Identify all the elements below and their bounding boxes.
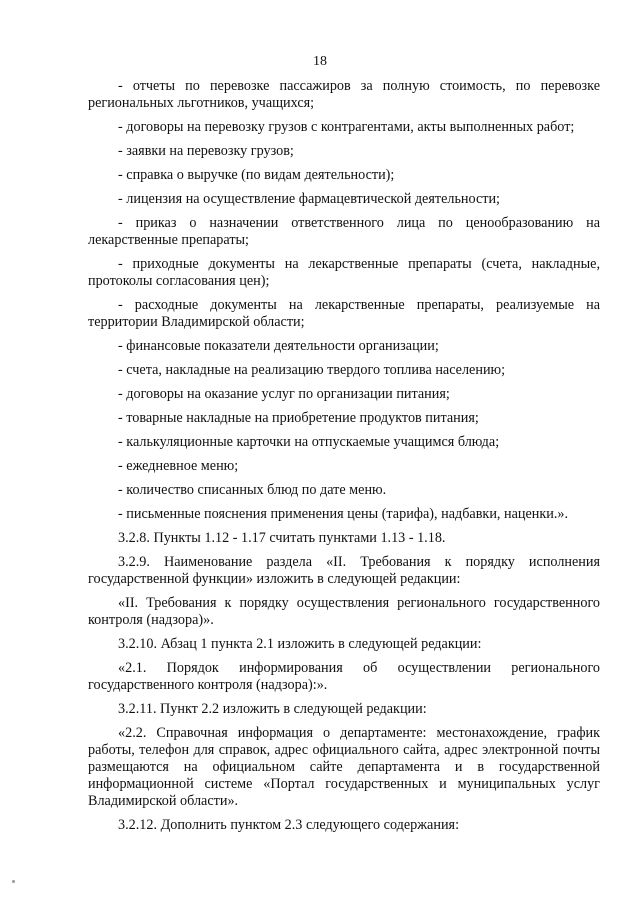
- scan-mark: [12, 880, 15, 883]
- list-item: - ежедневное меню;: [118, 458, 239, 474]
- paragraph: «2.2. Справочная информация о департаменте: местонахождение, график работы, телефон для справок, адрес официального сайта, адрес электронной почты размещаются на официальном сайте департамента и в государственной информационной системе «Портал государственных и муниципальных услуг Владимирской области».: [88, 725, 600, 809]
- list-item: - договоры на перевозку грузов с контрагентами, акты выполненных работ;: [118, 119, 575, 135]
- page-number: 18: [313, 54, 327, 69]
- list-item: - лицензия на осуществление фармацевтической деятельности;: [118, 191, 500, 207]
- paragraph: 3.2.9. Наименование раздела «II. Требования к порядку исполнения государственной функции» изложить в следующей редакции:: [88, 554, 600, 587]
- paragraph: 3.2.10. Абзац 1 пункта 2.1 изложить в следующей редакции:: [118, 636, 482, 652]
- list-item: - справка о выручке (по видам деятельности);: [118, 167, 395, 183]
- paragraph: 3.2.8. Пункты 1.12 - 1.17 считать пунктами 1.13 - 1.18.: [118, 530, 446, 546]
- paragraph: «II. Требования к порядку осуществления регионального государственного контроля (надзора)».: [88, 595, 600, 628]
- list-item: - счета, накладные на реализацию твердого топлива населению;: [118, 362, 506, 378]
- list-item: - количество списанных блюд по дате меню.: [118, 482, 387, 498]
- list-item: - заявки на перевозку грузов;: [118, 143, 294, 159]
- document-body: [88, 78, 600, 841]
- paragraph: 3.2.12. Дополнить пунктом 2.3 следующего содержания:: [118, 817, 460, 833]
- paragraph: 3.2.11. Пункт 2.2 изложить в следующей редакции:: [118, 701, 427, 717]
- list-item: - калькуляционные карточки на отпускаемые учащимся блюда;: [118, 434, 500, 450]
- list-item: - расходные документы на лекарственные препараты, реализуемые на территории Владимирской области;: [88, 297, 600, 330]
- list-item: - письменные пояснения применения цены (тарифа), надбавки, наценки.».: [118, 506, 569, 522]
- list-item: - финансовые показатели деятельности организации;: [118, 338, 439, 354]
- list-item: - приказ о назначении ответственного лица по ценообразованию на лекарственные препараты;: [88, 215, 600, 248]
- list-item: - приходные документы на лекарственные препараты (счета, накладные, протоколы согласования цен);: [88, 256, 600, 289]
- list-item: - отчеты по перевозке пассажиров за полную стоимость, по перевозке региональных льготников, учащихся;: [88, 78, 600, 111]
- list-item: - товарные накладные на приобретение продуктов питания;: [118, 410, 479, 426]
- list-item: - договоры на оказание услуг по организации питания;: [118, 386, 450, 402]
- paragraph: «2.1. Порядок информирования об осуществлении регионального государственного контроля (надзора):».: [88, 660, 600, 693]
